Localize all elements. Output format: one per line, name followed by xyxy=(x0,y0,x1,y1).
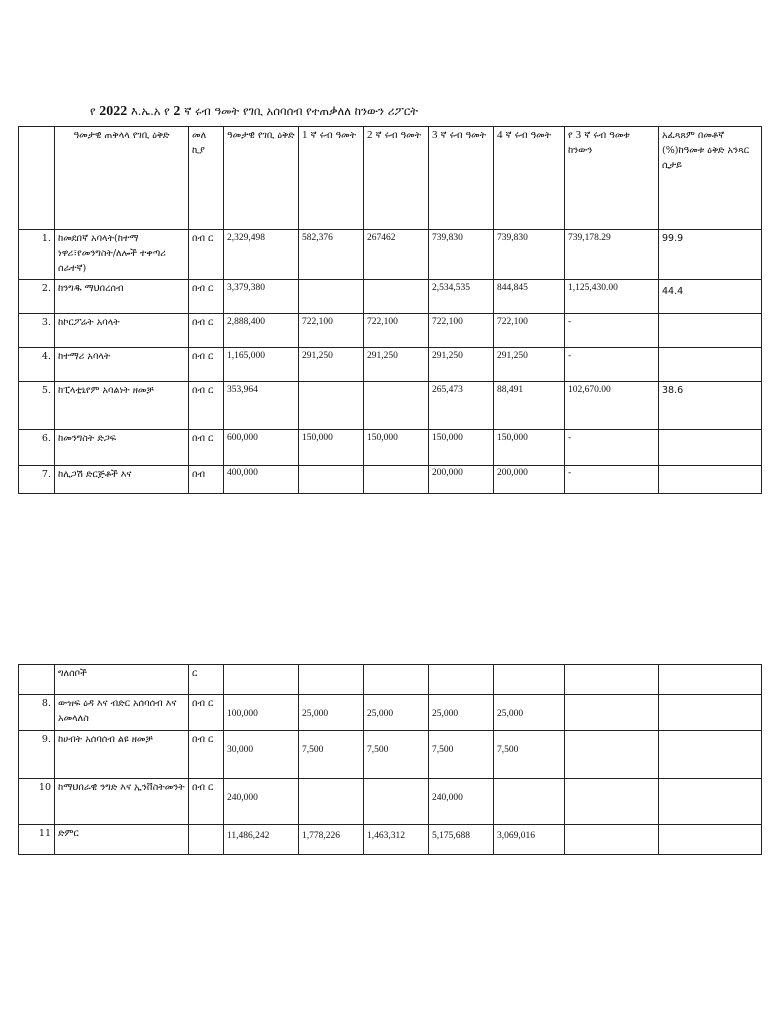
cell-annual-plan: 2,888,400 xyxy=(224,314,299,348)
header-quarter-3: 3 ኛ ሩብ ዓመት xyxy=(429,127,494,230)
cell-unit: ር xyxy=(189,665,224,695)
cell-quarter-1: 722,100 xyxy=(299,314,364,348)
cell-revenue-source: ድምር xyxy=(55,825,189,855)
cell-quarter-2: 1,463,312 xyxy=(364,825,429,855)
table-row xyxy=(19,825,762,855)
cell-row-number: 3. xyxy=(19,314,55,348)
cell-row-number: 4. xyxy=(19,348,55,382)
document-title: የ 2022 እ.ኤ.አ የ 2 ኛ ሩብ ዓመት የገቢ አሰባሰብ የተጠቃለለ ከንውን ሪፖርት xyxy=(90,104,418,119)
cell-unit: በብ ር xyxy=(189,280,224,314)
header-performance-percent: አፈጻጸም በመቶኛ (%)ከዓመቱ ዕቅድ አንጻር ሲታይ xyxy=(659,127,762,230)
cell-quarter-3: 739,830 xyxy=(429,230,494,280)
table-row xyxy=(19,731,762,779)
cell-quarter-3-performance: - xyxy=(565,466,659,494)
cell-quarter-3: 150,000 xyxy=(429,430,494,466)
cell-revenue-source: ከማህበራዊ ንግድ እና ኢንቨስትመንት xyxy=(55,779,189,825)
header-quarter-4: 4 ኛ ሩብ ዓመት xyxy=(494,127,565,230)
cell-quarter-1 xyxy=(299,779,364,825)
cell-row-number: 7. xyxy=(19,466,55,494)
cell-quarter-4: 200,000 xyxy=(494,466,565,494)
cell-quarter-1 xyxy=(299,280,364,314)
header-number xyxy=(19,127,55,230)
cell-quarter-3-performance: 739,178.29 xyxy=(565,230,659,280)
table-row xyxy=(19,348,762,382)
cell-revenue-source: ከመደበኛ አባላት(ከተማ ነዋሪ፣የመንግስት/ለሎች ተቀጣሪ ሰራተኛ) xyxy=(55,230,189,280)
cell-performance-percent: 99.9 xyxy=(659,230,762,280)
cell-quarter-1: 291,250 xyxy=(299,348,364,382)
cell-quarter-2: 25,000 xyxy=(364,695,429,731)
cell-quarter-4: 150,000 xyxy=(494,430,565,466)
cell-annual-plan: 1,165,000 xyxy=(224,348,299,382)
cell-annual-plan: 3,379,380 xyxy=(224,280,299,314)
cell-quarter-2: 150,000 xyxy=(364,430,429,466)
cell-quarter-3: 200,000 xyxy=(429,466,494,494)
cell-revenue-source: ግለሰቦች xyxy=(55,665,189,695)
cell-revenue-source: ከመንግስት ድጋፍ xyxy=(55,430,189,466)
cell-performance-percent: 44.4 xyxy=(659,280,762,314)
cell-performance-percent xyxy=(659,779,762,825)
cell-annual-plan: 600,000 xyxy=(224,430,299,466)
cell-quarter-1 xyxy=(299,466,364,494)
cell-quarter-2: 291,250 xyxy=(364,348,429,382)
cell-unit: በብ ር xyxy=(189,779,224,825)
cell-row-number: 11 xyxy=(19,825,55,855)
header-quarter-3-performance: የ 3 ኛ ሩብ ዓመቱ ከንውን xyxy=(565,127,659,230)
cell-unit: በብ ር xyxy=(189,348,224,382)
cell-quarter-4: 722,100 xyxy=(494,314,565,348)
cell-quarter-2 xyxy=(364,466,429,494)
cell-quarter-3 xyxy=(429,665,494,695)
cell-quarter-1 xyxy=(299,382,364,430)
cell-row-number: 9. xyxy=(19,731,55,779)
table-row xyxy=(19,695,762,731)
cell-quarter-4: 25,000 xyxy=(494,695,565,731)
cell-performance-percent xyxy=(659,731,762,779)
table-row xyxy=(19,779,762,825)
cell-quarter-3-performance: - xyxy=(565,314,659,348)
cell-quarter-3: 722,100 xyxy=(429,314,494,348)
cell-revenue-source: ከኮርፖሬት አባላት xyxy=(55,314,189,348)
header-quarter-1: 1 ኛ ሩብ ዓመት xyxy=(299,127,364,230)
cell-performance-percent: 38.6 xyxy=(659,382,762,430)
cell-quarter-2 xyxy=(364,382,429,430)
cell-row-number: 5. xyxy=(19,382,55,430)
cell-row-number: 2. xyxy=(19,280,55,314)
cell-quarter-1: 1,778,226 xyxy=(299,825,364,855)
cell-unit: በብ xyxy=(189,466,224,494)
cell-annual-plan: 100,000 xyxy=(224,695,299,731)
cell-unit: በብ ር xyxy=(189,731,224,779)
cell-performance-percent xyxy=(659,695,762,731)
cell-row-number: 6. xyxy=(19,430,55,466)
cell-unit: በብ ር xyxy=(189,382,224,430)
cell-quarter-3-performance xyxy=(565,731,659,779)
cell-quarter-1: 150,000 xyxy=(299,430,364,466)
cell-quarter-3: 265,473 xyxy=(429,382,494,430)
cell-quarter-3-performance: 1,125,430.00 xyxy=(565,280,659,314)
cell-performance-percent xyxy=(659,466,762,494)
cell-revenue-source: ከፒላቲኒየም አባልነት ዘመቻ xyxy=(55,382,189,430)
cell-unit: በብ ር xyxy=(189,695,224,731)
cell-revenue-source: ከተማሪ አባላት xyxy=(55,348,189,382)
table-row xyxy=(19,314,762,348)
cell-quarter-1: 25,000 xyxy=(299,695,364,731)
cell-quarter-3: 5,175,688 xyxy=(429,825,494,855)
table-header-row xyxy=(19,127,762,230)
cell-quarter-3-performance xyxy=(565,825,659,855)
cell-row-number: 10 xyxy=(19,779,55,825)
table-row xyxy=(19,280,762,314)
revenue-report-table-part-2 xyxy=(18,664,762,855)
cell-row-number xyxy=(19,665,55,695)
cell-quarter-2: 267462 xyxy=(364,230,429,280)
cell-quarter-4: 3,069,016 xyxy=(494,825,565,855)
header-annual-plan: ዓመታዊ የገቢ ዕቅድ xyxy=(224,127,299,230)
cell-quarter-3-performance xyxy=(565,695,659,731)
header-quarter-2: 2 ኛ ሩብ ዓመት xyxy=(364,127,429,230)
cell-row-number: 8. xyxy=(19,695,55,731)
cell-revenue-source: ውዝፍ ዕዳ እና ብድር አሰባሰብ እና አመላለስ xyxy=(55,695,189,731)
cell-quarter-4: 88,491 xyxy=(494,382,565,430)
table-row xyxy=(19,430,762,466)
cell-quarter-3: 240,000 xyxy=(429,779,494,825)
cell-quarter-3: 7,500 xyxy=(429,731,494,779)
cell-quarter-3-performance: - xyxy=(565,430,659,466)
cell-annual-plan: 353,964 xyxy=(224,382,299,430)
header-revenue-source: ዓመታዊ ጠቅላላ የገቢ ዕቅድ xyxy=(55,127,189,230)
cell-unit: በብ ር xyxy=(189,314,224,348)
cell-unit: በብ ር xyxy=(189,430,224,466)
cell-row-number: 1. xyxy=(19,230,55,280)
header-unit: መለ ኪያ xyxy=(189,127,224,230)
cell-quarter-3: 2,534,535 xyxy=(429,280,494,314)
cell-quarter-2: 7,500 xyxy=(364,731,429,779)
cell-quarter-3-performance xyxy=(565,779,659,825)
table-row xyxy=(19,466,762,494)
table-row xyxy=(19,665,762,695)
cell-quarter-3: 25,000 xyxy=(429,695,494,731)
cell-performance-percent xyxy=(659,348,762,382)
cell-revenue-source: ከሊጋሽ ድርጅቶች እና xyxy=(55,466,189,494)
cell-unit: በብ ር xyxy=(189,230,224,280)
cell-performance-percent xyxy=(659,314,762,348)
cell-quarter-3: 291,250 xyxy=(429,348,494,382)
cell-performance-percent xyxy=(659,825,762,855)
cell-quarter-4: 7,500 xyxy=(494,731,565,779)
cell-quarter-1 xyxy=(299,665,364,695)
table-row xyxy=(19,382,762,430)
cell-annual-plan: 240,000 xyxy=(224,779,299,825)
cell-quarter-1: 582,376 xyxy=(299,230,364,280)
cell-annual-plan: 2,329,498 xyxy=(224,230,299,280)
cell-annual-plan: 30,000 xyxy=(224,731,299,779)
cell-quarter-1: 7,500 xyxy=(299,731,364,779)
cell-quarter-3-performance: - xyxy=(565,348,659,382)
cell-quarter-4: 739,830 xyxy=(494,230,565,280)
cell-unit xyxy=(189,825,224,855)
cell-annual-plan: 400,000 xyxy=(224,466,299,494)
cell-quarter-4 xyxy=(494,665,565,695)
cell-annual-plan: 11,486,242 xyxy=(224,825,299,855)
cell-performance-percent xyxy=(659,430,762,466)
cell-revenue-source: ከሀብት አሰባሰብ ልዩ ዘመቻ xyxy=(55,731,189,779)
cell-quarter-2 xyxy=(364,665,429,695)
cell-quarter-2 xyxy=(364,779,429,825)
cell-quarter-4: 844,845 xyxy=(494,280,565,314)
cell-quarter-3-performance: 102,670.00 xyxy=(565,382,659,430)
cell-quarter-3-performance xyxy=(565,665,659,695)
cell-revenue-source: ከንግዱ ማህበረሰብ xyxy=(55,280,189,314)
revenue-report-table-part-1 xyxy=(18,126,762,494)
cell-quarter-4 xyxy=(494,779,565,825)
cell-quarter-2: 722,100 xyxy=(364,314,429,348)
cell-quarter-2 xyxy=(364,280,429,314)
cell-annual-plan xyxy=(224,665,299,695)
table-row xyxy=(19,230,762,280)
cell-quarter-4: 291,250 xyxy=(494,348,565,382)
cell-performance-percent xyxy=(659,665,762,695)
